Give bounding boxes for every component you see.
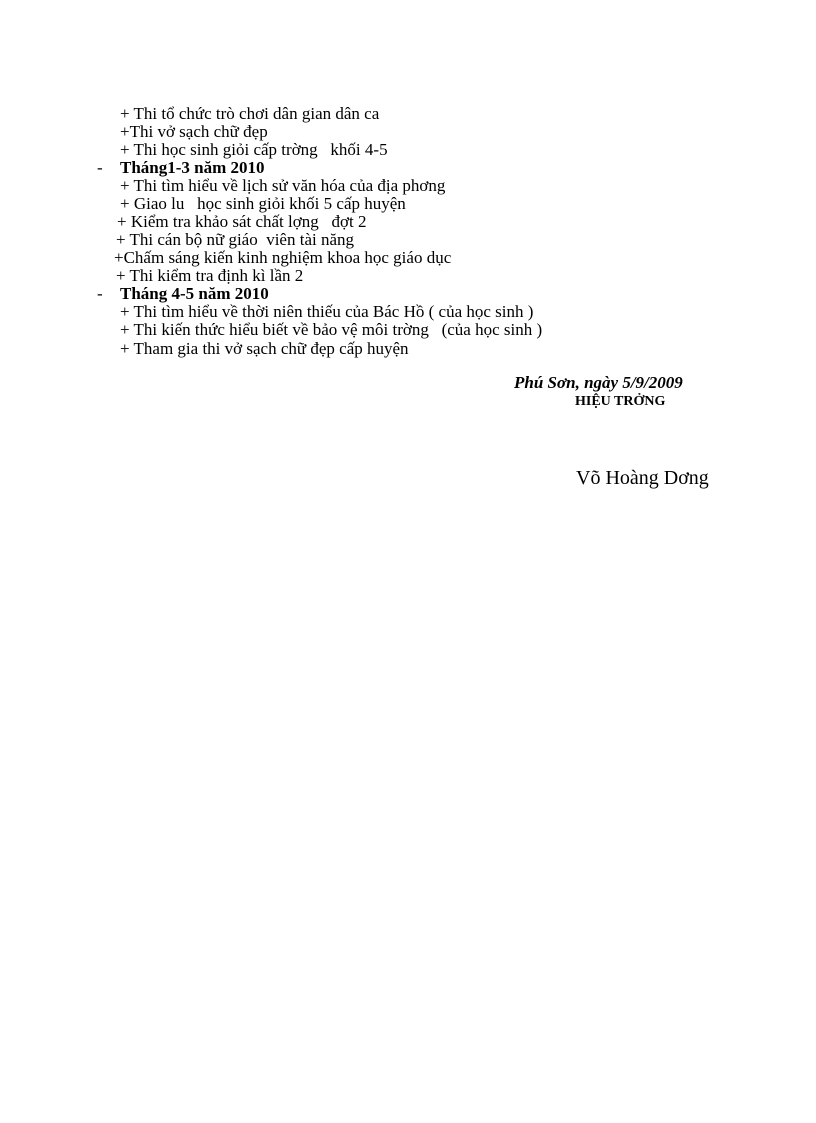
list-item: + Tham gia thi vở sạch chữ đẹp cấp huyện	[120, 339, 409, 358]
list-item: + Thi tổ chức trò chơi dân gian dân ca	[120, 104, 380, 123]
list-item: +Thi vở sạch chữ đẹp	[120, 122, 268, 141]
signer-name: Võ Hoàng Dơng	[576, 467, 709, 489]
section-bullet: -	[97, 284, 103, 303]
list-item: + Thi tìm hiểu về thời niên thiếu của Bác Hồ ( của học sinh )	[120, 302, 534, 321]
list-item: + Thi kiến thức hiểu biết về bảo vệ môi trờng (của học sinh )	[120, 320, 543, 339]
section-heading: Tháng1-3 năm 2010	[120, 158, 265, 177]
list-item: + Thi tìm hiểu về lịch sử văn hóa của địa phơng	[120, 176, 446, 195]
section-heading: Tháng 4-5 năm 2010	[120, 284, 269, 303]
list-item: + Thi kiểm tra định kì lần 2	[116, 266, 304, 285]
list-item: + Thi cán bộ nữ giáo viên tài năng	[116, 230, 355, 249]
section-bullet: -	[97, 158, 103, 177]
list-item: + Thi học sinh giỏi cấp trờng khối 4-5	[120, 140, 388, 159]
signer-title: HIỆU TRỞNG	[575, 394, 666, 409]
list-item: + Giao lu học sinh giỏi khối 5 cấp huyện	[120, 194, 406, 213]
list-item: + Kiểm tra khảo sát chất lợng đợt 2	[117, 212, 367, 231]
place-date: Phú Sơn, ngày 5/9/2009	[514, 373, 683, 392]
list-item: +Chấm sáng kiến kinh nghiệm khoa học giáo dục	[114, 248, 452, 267]
